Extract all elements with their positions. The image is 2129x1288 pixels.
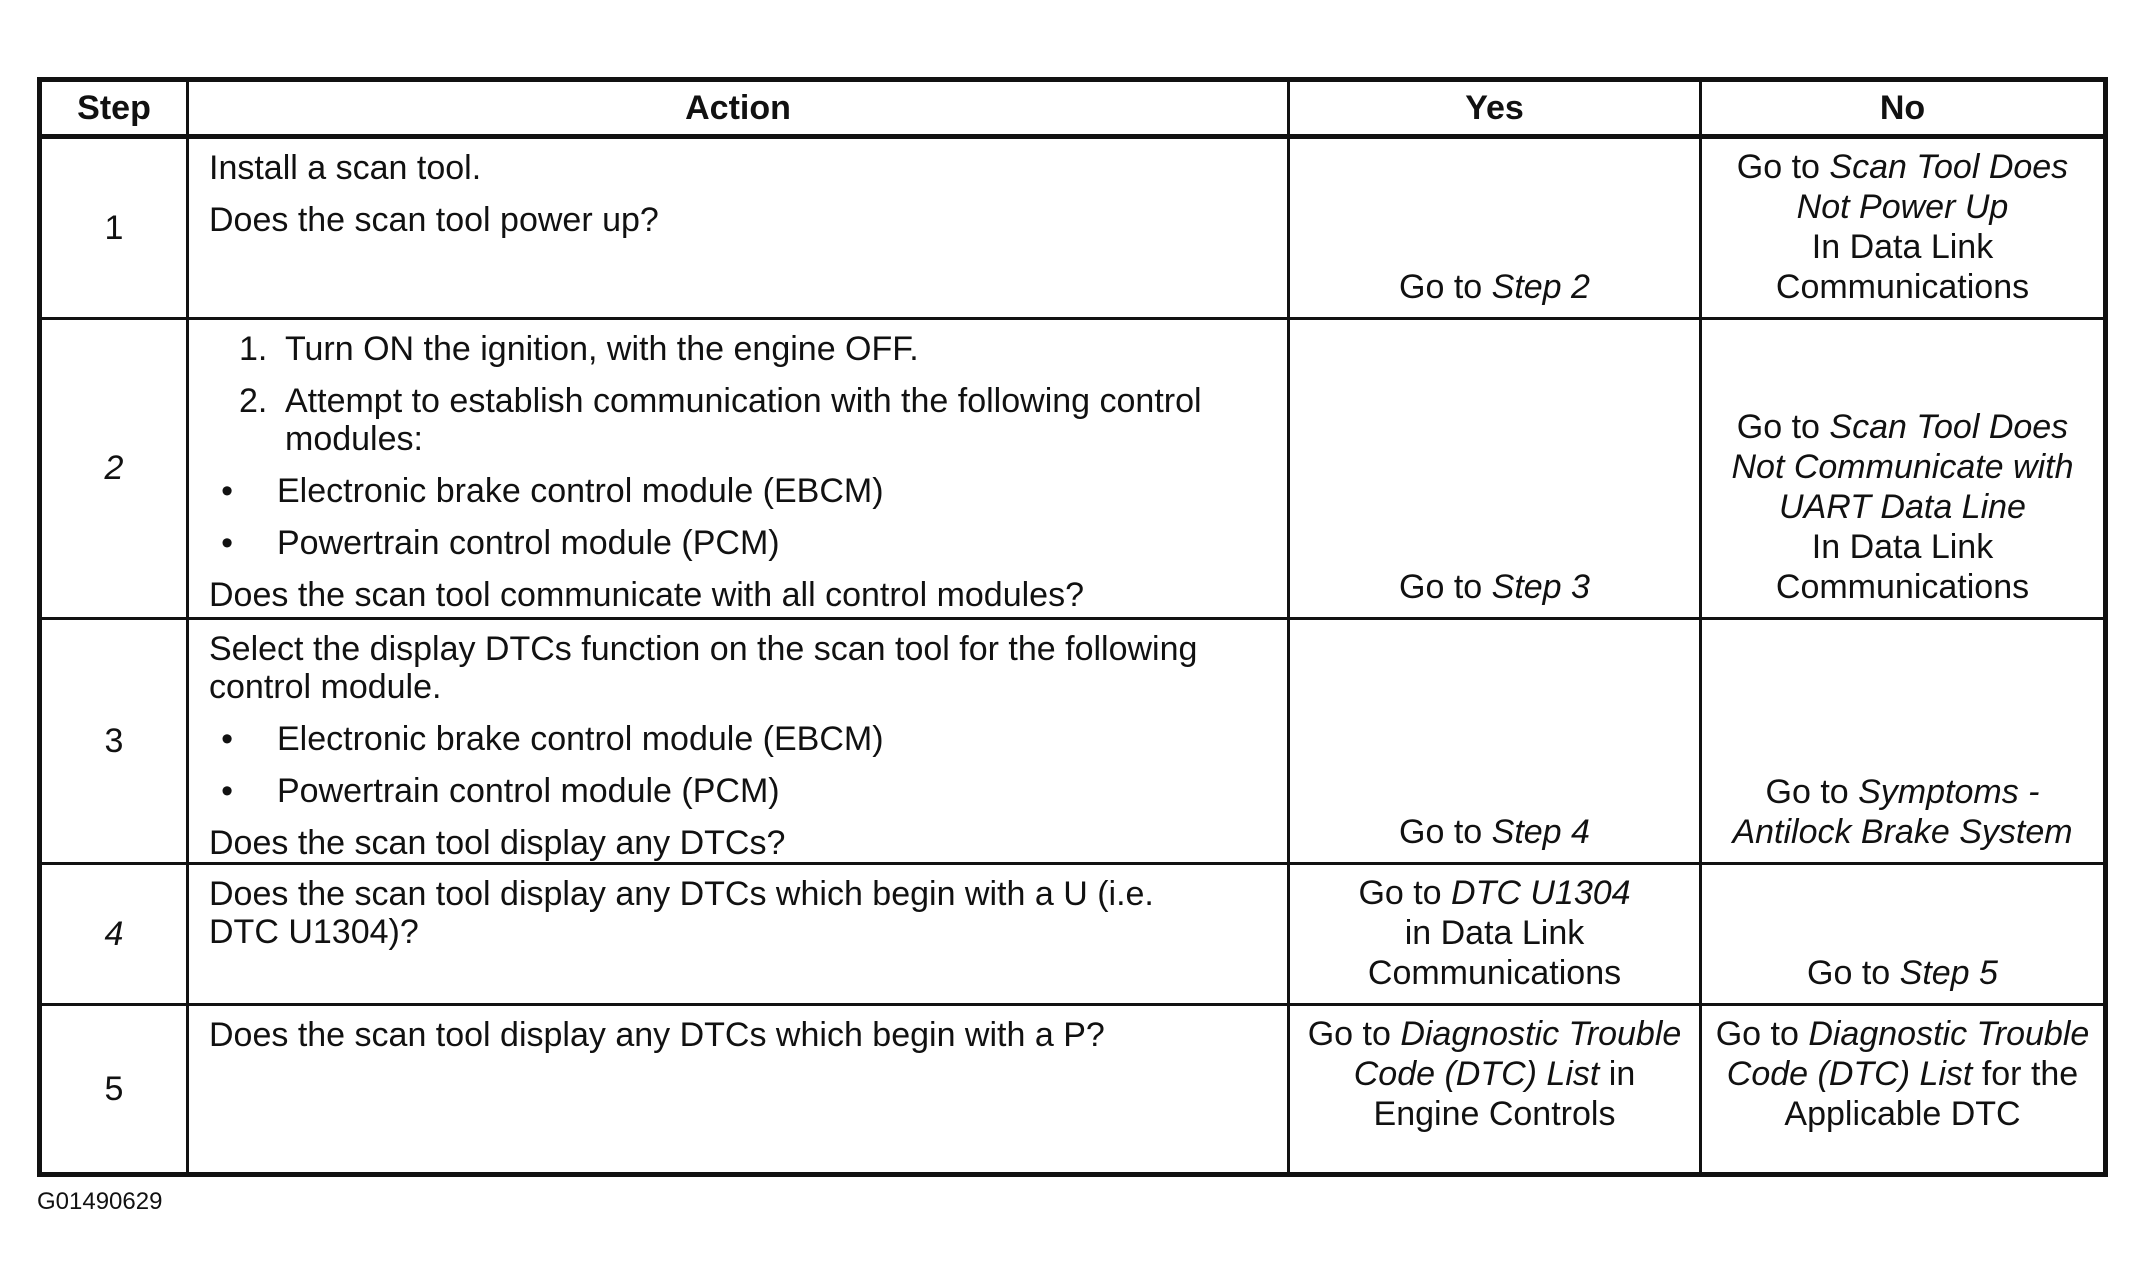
bullet-text: Electronic brake control module (EBCM): [277, 472, 884, 510]
table-row-step-1: [40, 137, 2106, 319]
bullet-icon: •: [221, 720, 233, 758]
step-number: 5: [40, 1005, 188, 1175]
no-location: In Data Link Communications: [1775, 528, 2030, 606]
no-cell: [1701, 319, 2106, 619]
action-question: Does the scan tool power up?: [209, 201, 659, 239]
no-prefix: Go to: [1807, 954, 1900, 992]
header-action: Action: [188, 80, 1289, 137]
no-link[interactable]: Diagnostic Trouble Code (DTC) List: [1726, 1015, 2090, 1093]
no-link[interactable]: Step 5: [1899, 954, 1998, 992]
yes-link[interactable]: Diagnostic Trouble Code (DTC) List: [1353, 1015, 1682, 1093]
yes-link[interactable]: Step 4: [1491, 813, 1590, 851]
bullet-list: [209, 472, 1267, 562]
item-number: 2.: [239, 382, 268, 420]
action-text: Select the display DTCs function on the scan tool for the following control module.: [209, 630, 1198, 706]
yes-link[interactable]: Step 3: [1491, 568, 1590, 606]
table-row-step-2: [40, 319, 2106, 619]
no-prefix: Go to: [1715, 1015, 1809, 1053]
yes-cell: [1289, 864, 1701, 1005]
yes-location: Engine Controls: [1373, 1095, 1616, 1133]
no-cell: [1701, 137, 2106, 319]
item-text: Attempt to establish communication with the following control modules:: [285, 382, 1202, 458]
figure-id: G01490629: [37, 1188, 163, 1215]
bullet-icon: •: [221, 472, 233, 510]
numbered-item: [209, 382, 1267, 458]
no-cell: [1701, 864, 2106, 1005]
bullet-list: [209, 720, 1267, 810]
yes-suffix: in: [1599, 1055, 1636, 1093]
bullet-icon: •: [221, 772, 233, 810]
yes-prefix: Go to: [1399, 268, 1492, 306]
header-yes: Yes: [1289, 80, 1701, 137]
yes-link[interactable]: Step 2: [1491, 268, 1590, 306]
diagnostic-table: [37, 77, 2108, 1177]
yes-prefix: Go to: [1307, 1015, 1401, 1053]
yes-prefix: Go to: [1399, 568, 1492, 606]
yes-prefix: Go to: [1399, 813, 1492, 851]
bullet-item: [209, 772, 1267, 810]
bullet-item: [209, 524, 1267, 562]
table-header-row: [40, 80, 2106, 137]
item-text: Turn ON the ignition, with the engine OFF.: [285, 330, 919, 368]
bullet-text: Powertrain control module (PCM): [277, 772, 780, 810]
no-link[interactable]: Scan Tool Does Not Communicate with UART Data Line: [1731, 408, 2074, 526]
step-number: 2: [40, 319, 188, 619]
yes-prefix: Go to: [1358, 874, 1452, 912]
no-location: In Data Link Communications: [1775, 228, 2030, 306]
no-cell: [1701, 619, 2106, 864]
bullet-item: [209, 472, 1267, 510]
header-no: No: [1701, 80, 2106, 137]
action-question: Does the scan tool communicate with all control modules?: [209, 576, 1084, 614]
table-row-step-5: [40, 1005, 2106, 1175]
no-cell: [1701, 1005, 2106, 1175]
table-row-step-4: [40, 864, 2106, 1005]
item-number: 1.: [239, 330, 268, 368]
bullet-text: Powertrain control module (PCM): [277, 524, 780, 562]
action-question: Does the scan tool display any DTCs?: [209, 824, 786, 862]
action-cell: [188, 319, 1289, 619]
action-question: Does the scan tool display any DTCs which begin with a U (i.e. DTC U1304)?: [209, 875, 1154, 951]
numbered-item: [209, 330, 1267, 368]
no-link[interactable]: Scan Tool Does Not Power Up: [1796, 148, 2069, 226]
action-question: Does the scan tool display any DTCs which begin with a P?: [209, 1016, 1105, 1054]
no-prefix: Go to: [1765, 773, 1859, 811]
action-text: Install a scan tool.: [209, 149, 482, 187]
bullet-icon: •: [221, 524, 233, 562]
numbered-list: [209, 330, 1267, 458]
action-cell: [188, 864, 1289, 1005]
no-location: Applicable DTC: [1784, 1095, 2021, 1133]
yes-cell: [1289, 137, 1701, 319]
bullet-item: [209, 720, 1267, 758]
table-row-step-3: [40, 619, 2106, 864]
action-cell: [188, 1005, 1289, 1175]
action-cell: [188, 619, 1289, 864]
step-number: 4: [40, 864, 188, 1005]
header-step: Step: [40, 80, 188, 137]
yes-cell: [1289, 619, 1701, 864]
step-number: 3: [40, 619, 188, 864]
no-link[interactable]: Symptoms - Antilock Brake System: [1732, 773, 2073, 851]
yes-cell: [1289, 319, 1701, 619]
no-prefix: Go to: [1736, 408, 1830, 446]
yes-link[interactable]: DTC U1304: [1451, 874, 1631, 912]
no-suffix: for the: [1972, 1055, 2079, 1093]
yes-location: in Data Link Communications: [1367, 914, 1622, 992]
action-cell: [188, 137, 1289, 319]
yes-cell: [1289, 1005, 1701, 1175]
step-number: 1: [40, 137, 188, 319]
no-prefix: Go to: [1736, 148, 1830, 186]
bullet-text: Electronic brake control module (EBCM): [277, 720, 884, 758]
